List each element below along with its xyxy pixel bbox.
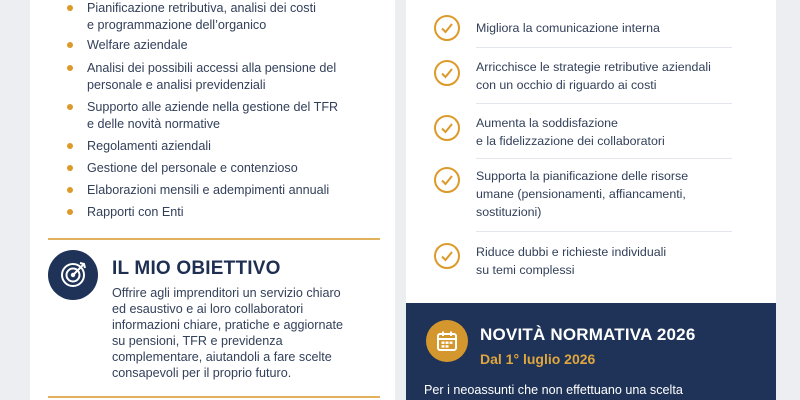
service-item-text: personale e analisi previdenziali [87, 77, 266, 92]
service-item [65, 138, 385, 155]
divider [476, 103, 732, 104]
service-item-text: Pianificazione retributiva, analisi dei costi [87, 1, 316, 15]
service-item [65, 182, 385, 199]
divider [476, 158, 732, 159]
novita-text: Per i neoassunti che non effettuano una scelta [424, 383, 683, 397]
service-item-text: Analisi dei possibili accessi alla pensione del [87, 61, 337, 75]
bullet-dot [67, 143, 73, 149]
service-item-text: Regolamenti aziendali [87, 139, 211, 153]
divider [476, 47, 732, 48]
novita-subtitle: Dal 1° luglio 2026 [480, 351, 596, 367]
benefit-text: Riduce dubbi e richieste individuali su temi complessi [476, 245, 667, 277]
benefit-text: Supporta la pianificazione delle risorse umane (pensionamenti, affiancamenti, sostituzioni) [476, 169, 689, 219]
check-circle-icon [434, 167, 460, 193]
service-item [65, 0, 385, 33]
benefit-text: Migliora la comunicazione interna [476, 21, 660, 35]
bullet-dot [67, 104, 73, 110]
service-item-text: Elaborazioni mensili e adempimenti annuali [87, 183, 330, 197]
service-item-text: e programmazione dell’organico [87, 17, 267, 32]
calendar-icon [426, 320, 468, 362]
service-item [65, 60, 385, 93]
check-circle-icon [434, 15, 460, 41]
objective-title: IL MIO OBIETTIVO [112, 258, 281, 279]
bullet-dot [67, 5, 73, 11]
divider [48, 238, 380, 240]
bullet-dot [67, 187, 73, 193]
service-item [65, 204, 385, 221]
check-circle-icon [434, 115, 460, 141]
bullet-dot [67, 209, 73, 215]
service-item [65, 160, 385, 177]
check-circle-icon [434, 60, 460, 86]
benefit-text: Arricchisce le strategie retributive aziendali con un occhio di riguardo ai costi [476, 60, 711, 92]
bullet-dot [67, 42, 73, 48]
benefit-text: Aumenta la soddisfazione e la fidelizzazione dei collaboratori [476, 116, 665, 148]
bullet-dot [67, 65, 73, 71]
service-item [65, 99, 385, 132]
service-item-text: Rapporti con Enti [87, 205, 184, 219]
objective-text: Offrire agli imprenditori un servizio chiaro ed esaustivo e ai loro collaboratori informazioni chiare, pratiche e aggiornate su pensioni, TFR e previdenza complementare, aiutandoli a fare scelte consapevoli per il proprio futuro. [112, 286, 344, 380]
novita-title: NOVITÀ NORMATIVA 2026 [480, 325, 696, 344]
service-item [65, 37, 385, 54]
novita-banner [406, 303, 776, 400]
service-item-text: Welfare aziendale [87, 38, 188, 52]
divider [48, 396, 380, 398]
service-item-text: Gestione del personale e contenzioso [87, 161, 298, 175]
service-item-text: e delle novità normative [87, 116, 221, 131]
service-item-text: Supporto alle aziende nella gestione del TFR [87, 100, 339, 114]
bullet-dot [67, 165, 73, 171]
divider [476, 231, 732, 232]
check-circle-icon [434, 243, 460, 269]
target-icon [48, 250, 98, 300]
